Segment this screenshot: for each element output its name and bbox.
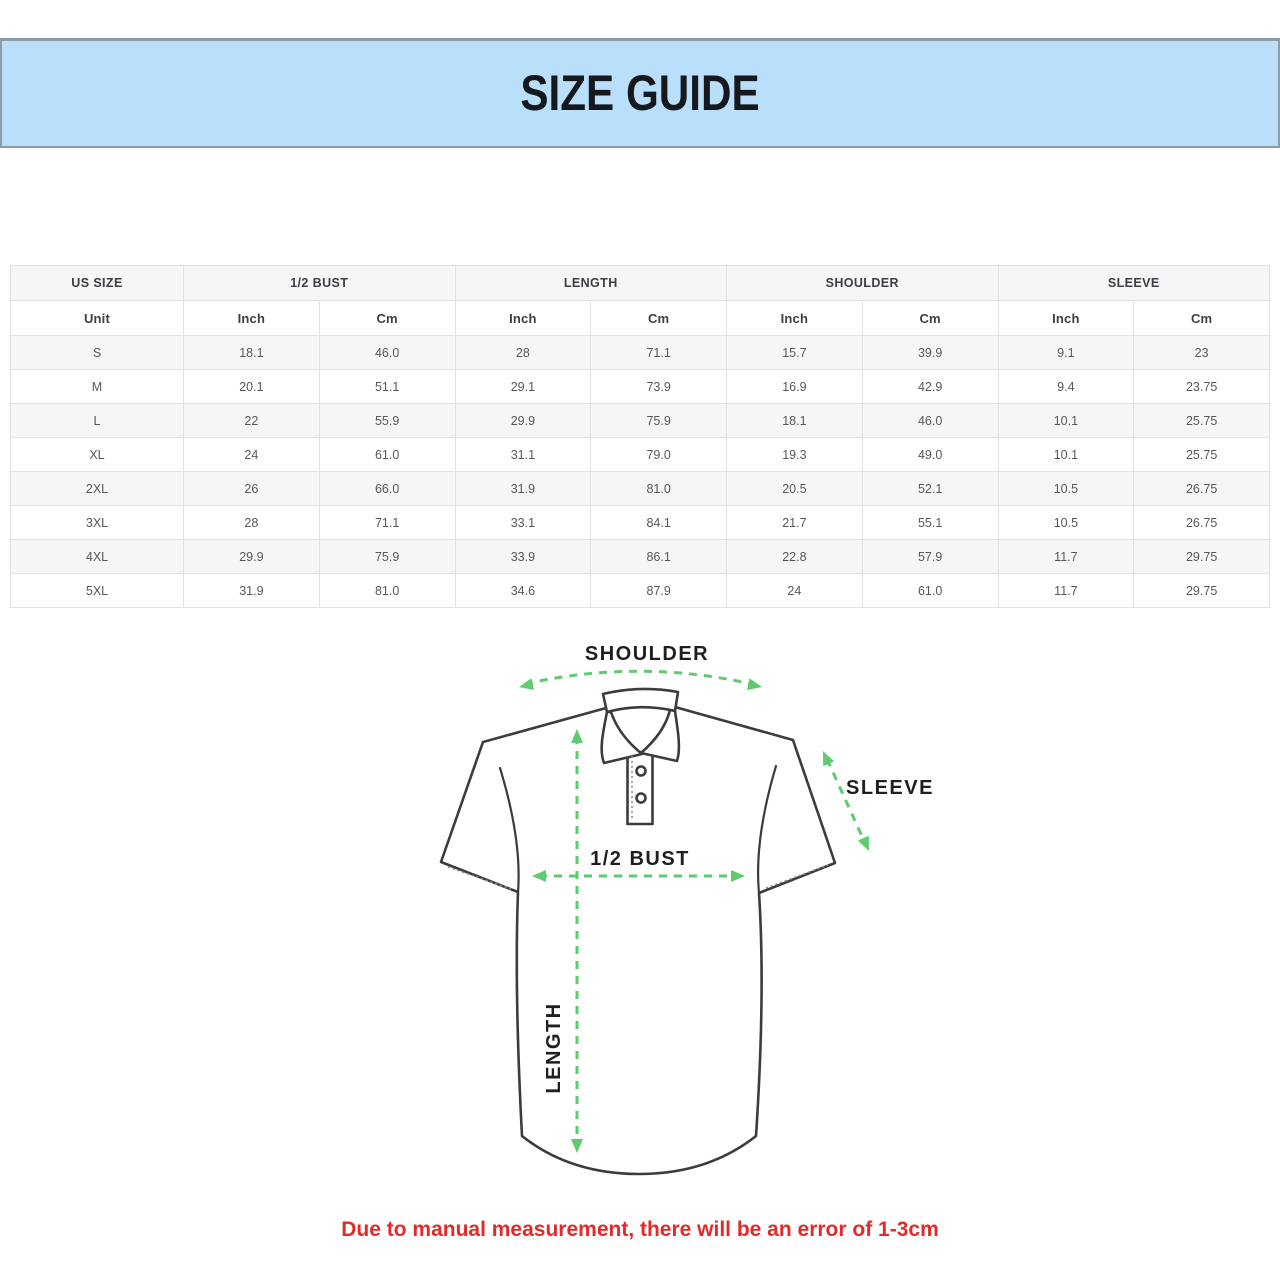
unit-header: Cm bbox=[319, 301, 455, 336]
value-cell: 33.1 bbox=[455, 506, 591, 540]
size-table-body bbox=[11, 336, 1270, 608]
bust-measure-label: 1/2 BUST bbox=[590, 848, 690, 870]
value-cell: 29.9 bbox=[455, 404, 591, 438]
size-cell: M bbox=[11, 370, 184, 404]
value-cell: 75.9 bbox=[591, 404, 727, 438]
value-cell: 16.9 bbox=[727, 370, 863, 404]
arrowhead bbox=[518, 678, 534, 693]
length-measure-label: LENGTH bbox=[543, 1002, 565, 1094]
value-cell: 29.75 bbox=[1134, 540, 1270, 574]
value-cell: 10.5 bbox=[998, 506, 1134, 540]
value-cell: 42.9 bbox=[862, 370, 998, 404]
value-cell: 22 bbox=[184, 404, 320, 438]
value-cell: 71.1 bbox=[319, 506, 455, 540]
table-row bbox=[11, 574, 1270, 608]
sleeve-measure-label: SLEEVE bbox=[846, 777, 934, 799]
value-cell: 28 bbox=[455, 336, 591, 370]
column-header-sleeve: SLEEVE bbox=[998, 266, 1270, 301]
table-row bbox=[11, 370, 1270, 404]
value-cell: 31.9 bbox=[184, 574, 320, 608]
button bbox=[637, 767, 646, 776]
value-cell: 55.1 bbox=[862, 506, 998, 540]
value-cell: 33.9 bbox=[455, 540, 591, 574]
sleeve-arrow-line bbox=[827, 759, 865, 843]
value-cell: 11.7 bbox=[998, 540, 1134, 574]
value-cell: 31.1 bbox=[455, 438, 591, 472]
unit-header: Cm bbox=[591, 301, 727, 336]
size-cell: 2XL bbox=[11, 472, 184, 506]
value-cell: 10.1 bbox=[998, 404, 1134, 438]
value-cell: 25.75 bbox=[1134, 404, 1270, 438]
value-cell: 61.0 bbox=[319, 438, 455, 472]
value-cell: 11.7 bbox=[998, 574, 1134, 608]
page-title: SIZE GUIDE bbox=[520, 65, 760, 122]
value-cell: 10.1 bbox=[998, 438, 1134, 472]
value-cell: 81.0 bbox=[591, 472, 727, 506]
value-cell: 49.0 bbox=[862, 438, 998, 472]
unit-header: Unit bbox=[11, 301, 184, 336]
measurement-error-note: Due to manual measurement, there will be an error of 1-3cm bbox=[341, 1218, 939, 1241]
shoulder-arrow-line bbox=[525, 671, 756, 685]
unit-header: Inch bbox=[998, 301, 1134, 336]
size-cell: L bbox=[11, 404, 184, 438]
value-cell: 29.75 bbox=[1134, 574, 1270, 608]
shoulder-measure-label: SHOULDER bbox=[584, 643, 710, 665]
value-cell: 25.75 bbox=[1134, 438, 1270, 472]
value-cell: 75.9 bbox=[319, 540, 455, 574]
value-cell: 29.9 bbox=[184, 540, 320, 574]
value-cell: 18.1 bbox=[184, 336, 320, 370]
value-cell: 20.5 bbox=[727, 472, 863, 506]
unit-header: Inch bbox=[455, 301, 591, 336]
size-cell: 5XL bbox=[11, 574, 184, 608]
unit-header: Inch bbox=[184, 301, 320, 336]
value-cell: 21.7 bbox=[727, 506, 863, 540]
polo-shirt-diagram bbox=[420, 630, 940, 1200]
size-cell: XL bbox=[11, 438, 184, 472]
size-cell: S bbox=[11, 336, 184, 370]
size-cell: 3XL bbox=[11, 506, 184, 540]
value-cell: 24 bbox=[727, 574, 863, 608]
size-chart-table bbox=[10, 265, 1270, 608]
value-cell: 18.1 bbox=[727, 404, 863, 438]
size-cell: 4XL bbox=[11, 540, 184, 574]
value-cell: 9.1 bbox=[998, 336, 1134, 370]
unit-header-row bbox=[11, 301, 1270, 336]
unit-header: Inch bbox=[727, 301, 863, 336]
table-row bbox=[11, 472, 1270, 506]
value-cell: 51.1 bbox=[319, 370, 455, 404]
column-header-us-size: US SIZE bbox=[11, 266, 184, 301]
value-cell: 23.75 bbox=[1134, 370, 1270, 404]
value-cell: 52.1 bbox=[862, 472, 998, 506]
unit-header: Cm bbox=[862, 301, 998, 336]
value-cell: 26 bbox=[184, 472, 320, 506]
size-guide-banner bbox=[0, 38, 1280, 148]
value-cell: 26.75 bbox=[1134, 506, 1270, 540]
value-cell: 24 bbox=[184, 438, 320, 472]
value-cell: 87.9 bbox=[591, 574, 727, 608]
value-cell: 22.8 bbox=[727, 540, 863, 574]
measurement-diagram bbox=[420, 630, 940, 1200]
value-cell: 19.3 bbox=[727, 438, 863, 472]
column-header-shoulder: SHOULDER bbox=[727, 266, 999, 301]
value-cell: 34.6 bbox=[455, 574, 591, 608]
table-row bbox=[11, 404, 1270, 438]
value-cell: 57.9 bbox=[862, 540, 998, 574]
arrowhead bbox=[747, 678, 763, 693]
value-cell: 46.0 bbox=[319, 336, 455, 370]
arrowhead bbox=[818, 749, 835, 767]
value-cell: 84.1 bbox=[591, 506, 727, 540]
value-cell: 79.0 bbox=[591, 438, 727, 472]
table-row bbox=[11, 438, 1270, 472]
table-row bbox=[11, 540, 1270, 574]
value-cell: 39.9 bbox=[862, 336, 998, 370]
button bbox=[637, 794, 646, 803]
value-cell: 26.75 bbox=[1134, 472, 1270, 506]
value-cell: 15.7 bbox=[727, 336, 863, 370]
group-header-row bbox=[11, 266, 1270, 301]
value-cell: 73.9 bbox=[591, 370, 727, 404]
value-cell: 66.0 bbox=[319, 472, 455, 506]
arrowhead bbox=[858, 836, 875, 854]
column-header-length: LENGTH bbox=[455, 266, 727, 301]
value-cell: 29.1 bbox=[455, 370, 591, 404]
value-cell: 9.4 bbox=[998, 370, 1134, 404]
table-row bbox=[11, 336, 1270, 370]
value-cell: 71.1 bbox=[591, 336, 727, 370]
value-cell: 20.1 bbox=[184, 370, 320, 404]
value-cell: 23 bbox=[1134, 336, 1270, 370]
value-cell: 61.0 bbox=[862, 574, 998, 608]
unit-header: Cm bbox=[1134, 301, 1270, 336]
value-cell: 86.1 bbox=[591, 540, 727, 574]
column-header-bust: 1/2 BUST bbox=[184, 266, 456, 301]
collar-band bbox=[603, 689, 678, 712]
shirt-outline bbox=[441, 689, 835, 1174]
value-cell: 10.5 bbox=[998, 472, 1134, 506]
value-cell: 81.0 bbox=[319, 574, 455, 608]
table-row bbox=[11, 506, 1270, 540]
value-cell: 46.0 bbox=[862, 404, 998, 438]
value-cell: 28 bbox=[184, 506, 320, 540]
value-cell: 31.9 bbox=[455, 472, 591, 506]
value-cell: 55.9 bbox=[319, 404, 455, 438]
